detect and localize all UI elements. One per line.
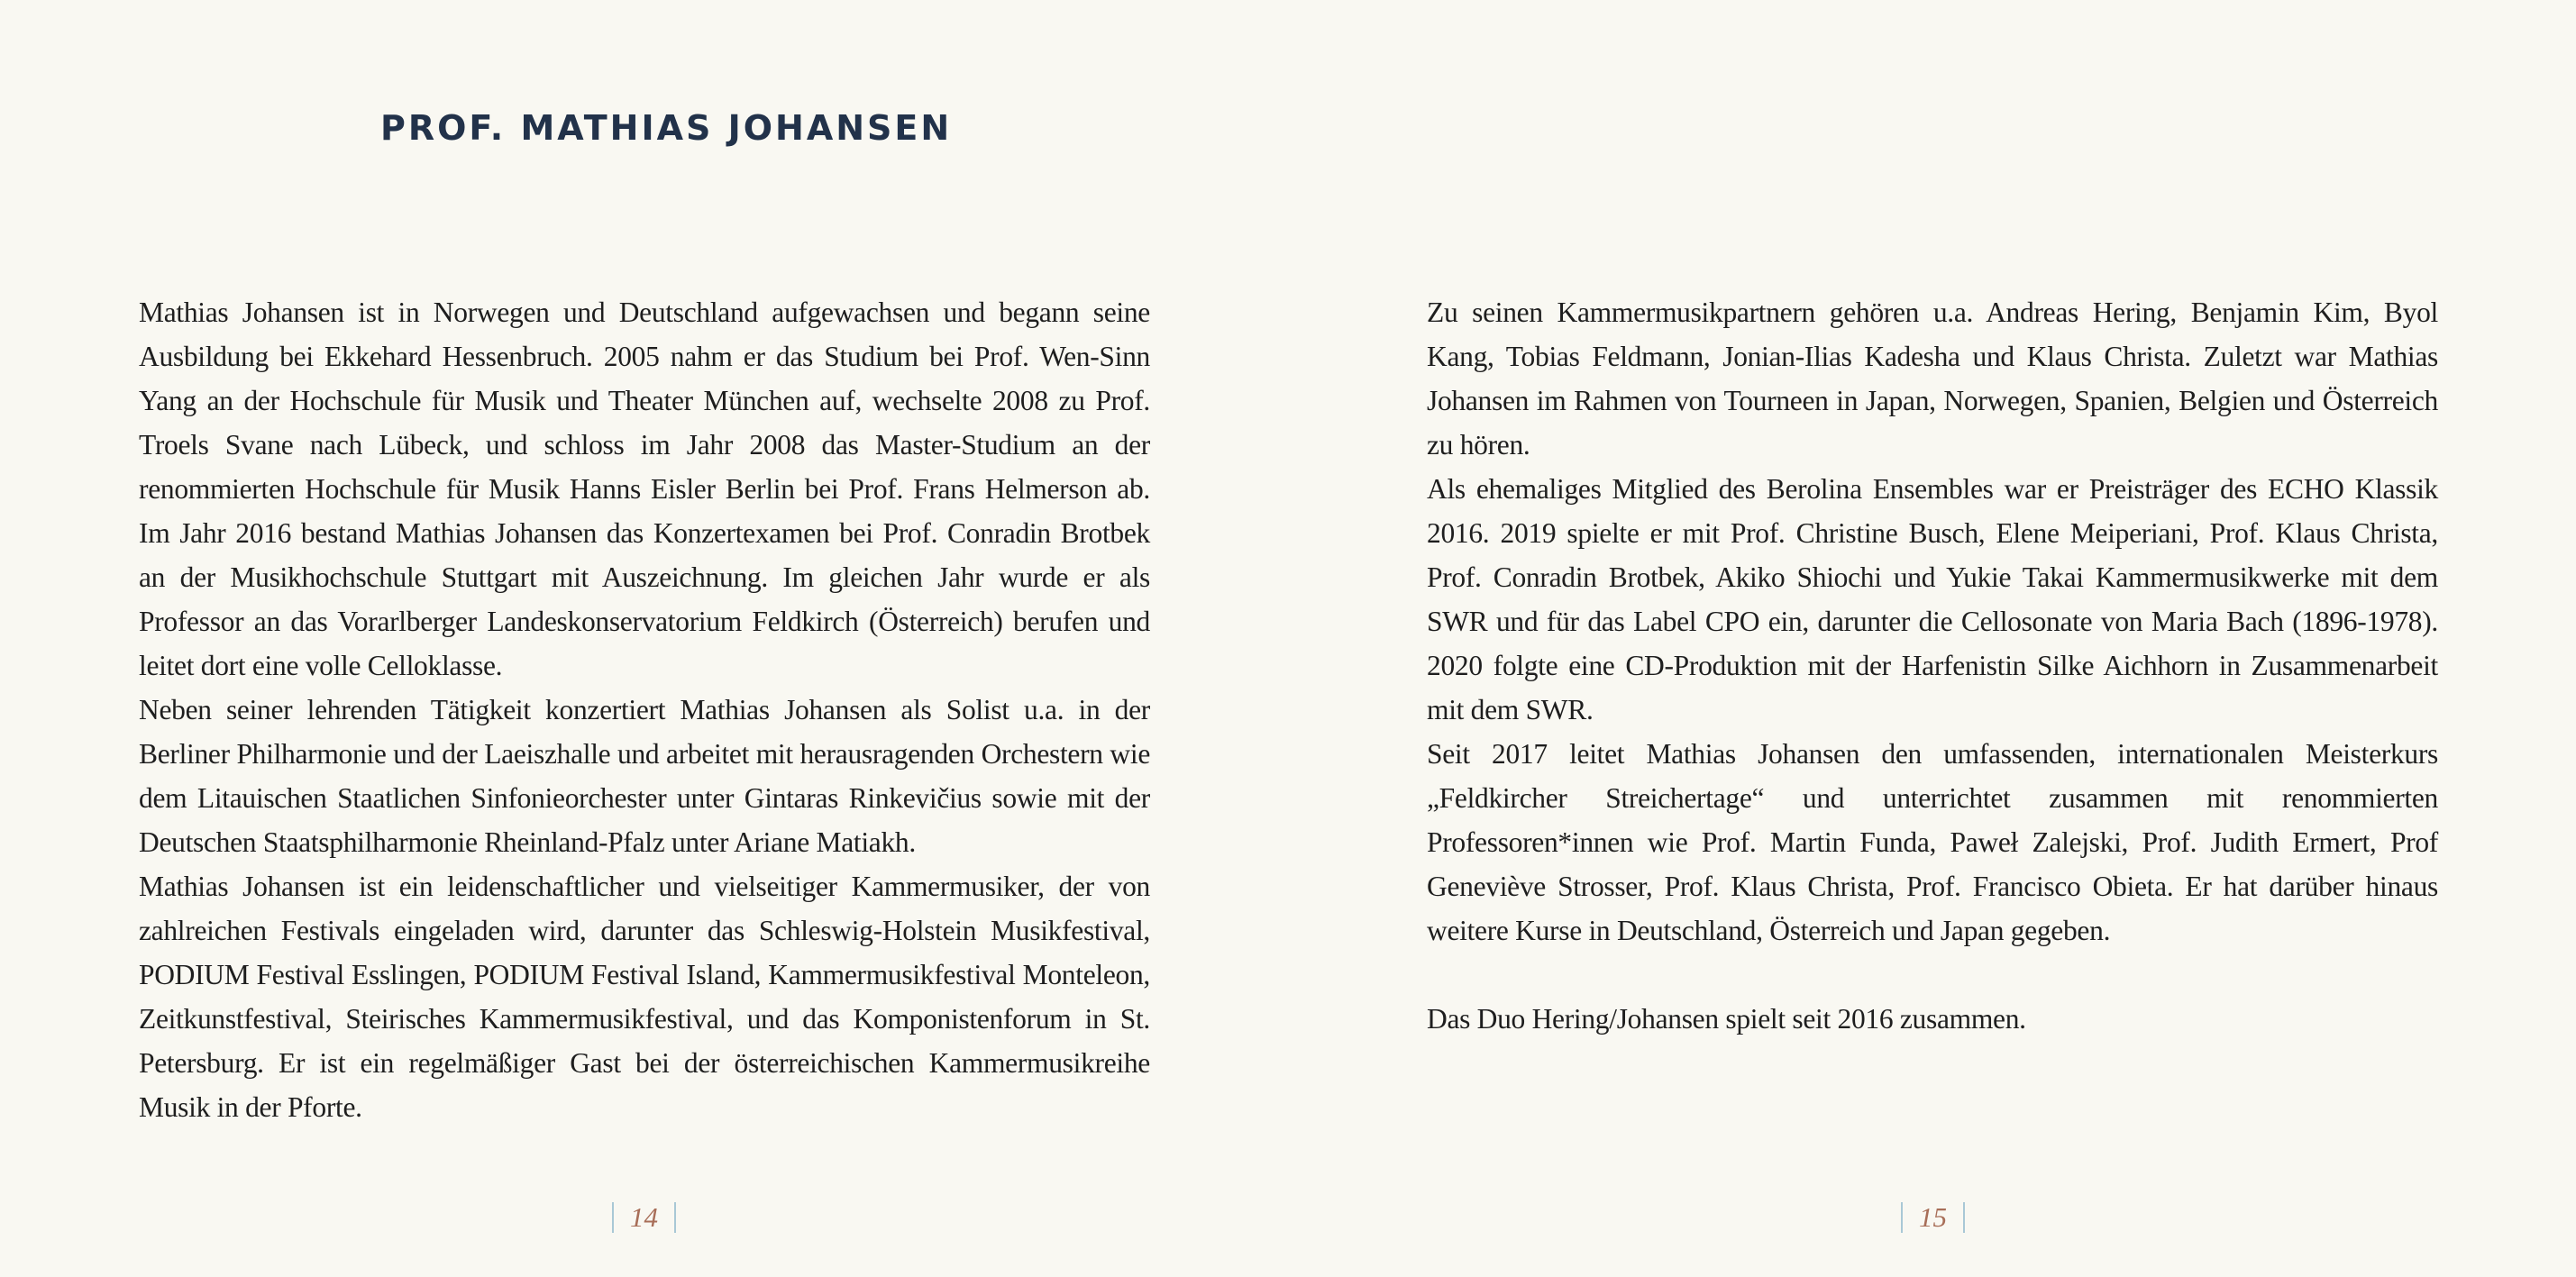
biography-paragraph: Neben seiner lehrenden Tätigkeit konzertiert Mathias Johansen als Solist u.a. in der Berliner Philharmonie und der Laeiszhalle und arbeitet mit herausragenden Orchestern wie dem Litauischen Staatlichen Sinfonieorchester unter Gintaras Rinkevičius sowie mit der Deutschen Staatsphilharmonie Rheinland-Pfalz unter Ariane Matiakh.: [139, 694, 1150, 858]
page-number: 15: [1919, 1201, 1947, 1233]
page-number-folio: [612, 1202, 676, 1233]
right-page-body: [1427, 290, 2438, 1041]
page-title: PROF. MATHIAS JOHANSEN: [380, 108, 953, 148]
biography-paragraph: Seit 2017 leitet Mathias Johansen den umfassenden, internationalen Meisterkurs „Feldkircher Streichertage“ und unterrichtet zusammen mit renommierten Professoren*innen wie Prof. Martin Funda, Paweł Zalejski, Prof. Judith Ermert, Prof Geneviève Strosser, Prof. Klaus Christa, Prof. Francisco Obieta. Er hat darüber hinaus weitere Kurse in Deutschland, Österreich und Japan gegeben.: [1427, 738, 2438, 946]
biography-paragraph: Mathias Johansen ist ein leidenschaftlicher und vielseitiger Kammermusiker, der von zahlreichen Festivals eingeladen wird, darunter das Schleswig-Holstein Musikfestival, PODIUM Festival Esslingen, PODIUM Festival Island, Kammermusikfestival Monteleon, Zeitkunstfestival, Steirisches Kammermusikfestival, und das Komponistenforum in St. Petersburg. Er ist ein regelmäßiger Gast bei der österreichischen Kammermusikreihe Musik in der Pforte.: [139, 871, 1150, 1123]
page-number: 14: [630, 1201, 658, 1233]
biography-paragraph: Zu seinen Kammermusikpartnern gehören u.a. Andreas Hering, Benjamin Kim, Byol Kang, Tobias Feldmann, Jonian-Ilias Kadesha und Klaus Christa. Zuletzt war Mathias Johansen im Rahmen von Tourneen in Japan, Norwegen, Spanien, Belgien und Österreich zu hören.: [1427, 296, 2438, 461]
page-number-folio: [1901, 1202, 1965, 1233]
closing-paragraph: Das Duo Hering/Johansen spielt seit 2016 zusammen.: [1427, 1003, 2026, 1035]
biography-paragraph: Mathias Johansen ist in Norwegen und Deutschland aufgewachsen und begann seine Ausbildung bei Ekkehard Hessenbruch. 2005 nahm er das Studium bei Prof. Wen-Sinn Yang an der Hochschule für Musik und Theater München auf, wechselte 2008 zu Prof. Troels Svane nach Lübeck, und schloss im Jahr 2008 das Master-Studium an der renommierten Hochschule für Musik Hanns Eisler Berlin bei Prof. Frans Helmerson ab. Im Jahr 2016 bestand Mathias Johansen das Konzertexamen bei Prof. Conradin Brotbek an der Musikhochschule Stuttgart mit Auszeichnung. Im gleichen Jahr wurde er als Professor an das Vorarlberger Landeskonservatorium Feldkirch (Österreich) berufen und leitet dort eine volle Celloklasse.: [139, 296, 1150, 681]
folio-divider-right: [1963, 1202, 1965, 1233]
left-page-body: [139, 290, 1150, 1129]
biography-paragraph: Als ehemaliges Mitglied des Berolina Ensembles war er Preisträger des ECHO Klassik 2016. 2019 spielte er mit Prof. Christine Busch, Elene Meiperiani, Prof. Klaus Christa, Prof. Conradin Brotbek, Akiko Shiochi und Yukie Takai Kammermusikwerke mit dem SWR und für das Label CPO ein, darunter die Cellosonate von Maria Bach (1896-1978). 2020 folgte eine CD-Produktion mit der Harfenistin Silke Aichhorn in Zusammenarbeit mit dem SWR.: [1427, 473, 2438, 725]
right-page: [1288, 0, 2576, 1277]
folio-divider-right: [674, 1202, 676, 1233]
